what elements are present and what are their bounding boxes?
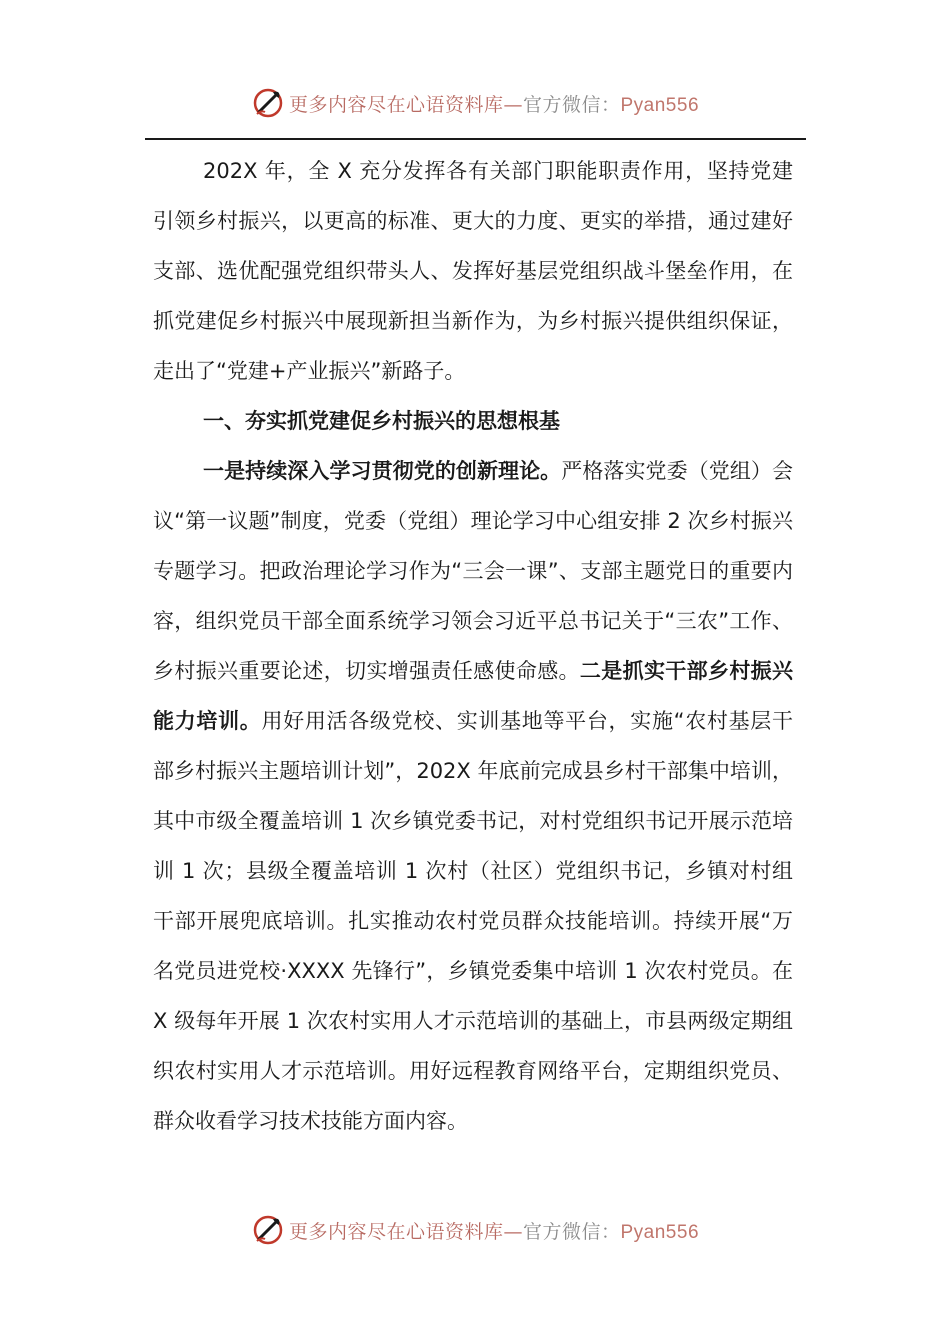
- banner-text: 更多内容尽在心语资料库—官方微信：Pyan556: [288, 1220, 700, 1243]
- document-body: [153, 146, 793, 1146]
- paragraph-intro: 202X 年，全 X 充分发挥各有关部门职能职责作用，坚持党建引领乡村振兴，以更高的标准、更大的力度、更实的举措，通过建好支部、选优配强党组织带头人、发挥好基层党组织战斗堡垒作用，在抓党建促乡村振兴中展现新担当新作为，为乡村振兴提供组织保证，走出了“党建+产业振兴”新路子。: [153, 159, 793, 383]
- header-divider: [145, 138, 806, 140]
- paragraph-training: [153, 446, 793, 1146]
- paragraph-text-2: 用好用活各级党校、实训基地等平台，实施“农村基层干部乡村振兴主题培训计划”，202X 年底前完成县乡村干部集中培训，其中市级全覆盖培训 1 次乡镇党委书记，对村党组织书记开展示范培训 1 次；县级全覆盖培训 1 次村（社区）党组织书记，乡镇对村组干部开展兜底培训。扎实推动农村党员群众技能培训。持续开展“万名党员进党校·XXXX 先锋行”，乡镇党委集中培训 1 次农村党员。在 X 级每年开展 1 次农村实用人才示范培训的基础上，市县两级定期组织农村实用人才示范培训。用好远程教育网络平台，定期组织党员、群众收看学习技术技能方面内容。: [153, 709, 793, 1133]
- paragraph-text-1: 严格落实党委（党组）会议“第一议题”制度，党委（党组）理论学习中心组安排 2 次乡村振兴专题学习。把政治理论学习作为“三会一课”、支部主题党日的重要内容，组织党员干部全面系统学习领会习近平总书记关于“三农”工作、乡村振兴重要论述，切实增强责任感使命感。: [153, 459, 794, 683]
- bold-lead-2: 二是抓实干部乡村振兴能力培训。: [153, 659, 794, 733]
- bold-lead-1: 一是持续深入学习贯彻党的创新理论。: [203, 459, 562, 483]
- quill-logo-icon: [251, 1213, 285, 1247]
- header-banner: [0, 81, 950, 125]
- footer-banner: [0, 1208, 950, 1252]
- quill-logo-icon: [251, 86, 285, 120]
- banner-text: 更多内容尽在心语资料库—官方微信：Pyan556: [288, 93, 700, 116]
- section-heading: 一、夯实抓党建促乡村振兴的思想根基: [203, 409, 560, 433]
